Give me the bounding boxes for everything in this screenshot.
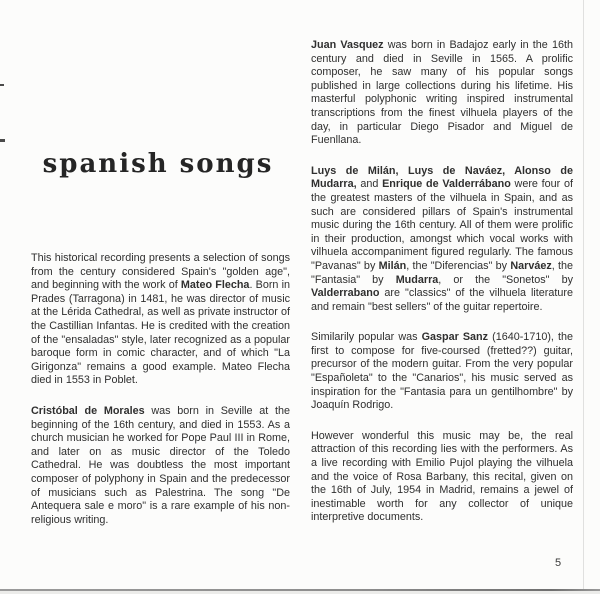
paragraph-vilhuela-masters: Luys de Milán, Luys de Naváez, Alonso de Mudarra, and Enrique de Valderrábano were four of the greatest masters of the vilhuela in Spain, and as such are considered pillars of Spain's instrumental music during the 16th century. All of them were prolific in their production, amongst which vocal works with vilhuela accompaniment figured regularly. The famous "Pavanas" by Milán, the "Diferencias" by Narváez, the "Fantasia" by Mudarra, or the "Sonetos" by Valderrabano are "classics" of the vilhuela literature and remain "best sellers" of the guitar repertoire. <box>311 164 574 313</box>
left-column <box>31 252 290 527</box>
right-column <box>311 39 573 525</box>
scan-artifact-tick <box>0 139 5 142</box>
scan-right-edge-line <box>583 0 584 590</box>
paragraph-cristobal-de-morales: Cristóbal de Morales was born in Seville at the beginning of the 16th century, and died in 1553. As a church musician he worked for Pope Paul III in Rome, and later on as music director of the Toledo Cathedral. He was doubtless the most important composer of polyphony in Spain and the predecessor of musicians such as Palestrina. The song "De Antequera sale e moro" is a rare example of his non-religious writing. <box>31 404 290 526</box>
paragraph-juan-vasquez: Juan Vasquez was born in Badajoz early in the 16th century and died in Seville in 1565. A prolific composer, he saw many of his popular songs published in large collections during his lifetime. His masterful polyphonic writing inspired instrumental transcriptions from the finest vilhuela players of the day, in particular Diego Pisador and Miguel de Fuenllana. <box>311 39 573 147</box>
paragraph-mateo-flecha: This historical recording presents a selection of songs from the century considered Spain's "golden age", and beginning with the work of Mateo Flecha. Born in Prades (Tarragona) in 1481, he was director of music at the Lérida Cathedral, as well as private instructor of the Castillian Infantas. He is credited with the creation of the "ensaladas" style, later recognized as a popular baroque form in comic character, and of which "La Girigonza" remains a good example. Mateo Flecha died in 1553 in Poblet. <box>31 252 290 387</box>
paragraph-performers: However wonderful this music may be, the real attraction of this recording lies with the performers. As a live recording with Emilio Pujol playing the vilhuela and the voice of Rosa Barbany, this recital, given on the 16th of July, 1954 in Madrid, remains a jewel of inestimable worth for any collector of unique interpretive documents. <box>311 429 573 524</box>
scan-artifact-tick <box>0 84 4 86</box>
page-number: 5 <box>554 557 562 569</box>
paragraph-gaspar-sanz: Similarily popular was Gaspar Sanz (1640-1710), the first to compose for five-coursed (fretted??) guitar, precursor of the modern guitar. From the very popular "Españoleta" to the "Canarios", his music served as inspiration for the "Fantasia para un gentilhombre" by Joaquín Rodrigo. <box>311 331 573 412</box>
page-title: spanish songs <box>42 149 274 179</box>
